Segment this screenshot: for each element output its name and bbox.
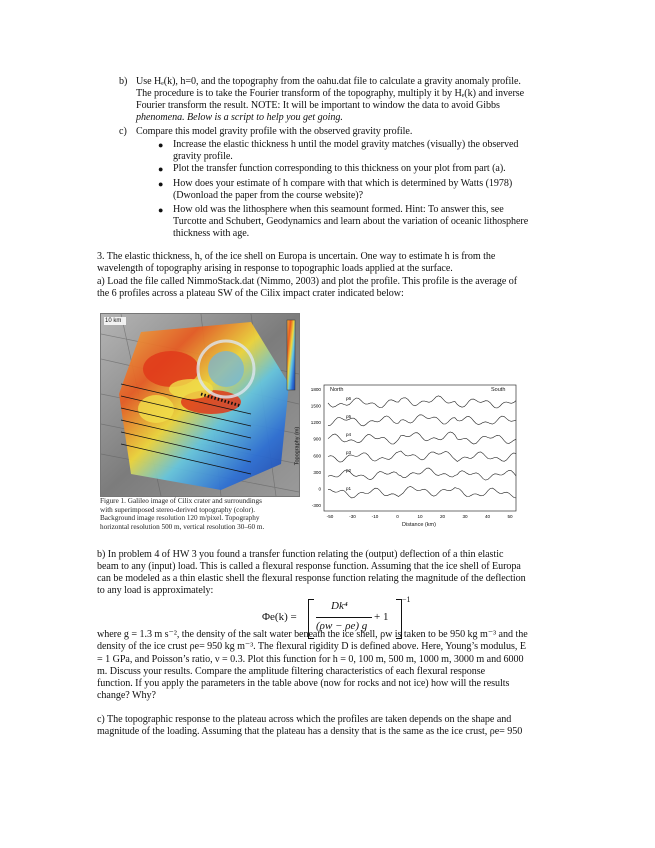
x-axis-label: Distance (km) (402, 522, 436, 528)
c-bullet-2-line-1: Plot the transfer function corresponding to this thickness on your plot from part (a). (173, 163, 506, 174)
b-line-4: phenomena. Below is a script to help you get going. (136, 112, 343, 123)
profile-label: p4 (346, 432, 352, 437)
x-tick-label: 50 (507, 514, 513, 519)
y-axis-label: Topography (m) (294, 426, 301, 466)
x-tick-label: -30 (349, 514, 356, 519)
part-b-after-1: where g = 1.3 m s⁻², the density of the salt water beneath the ice shell, ρw is taken to be 950 kg m⁻³ and the (97, 629, 528, 640)
south-label: South (491, 387, 506, 393)
profile-line (328, 487, 516, 499)
x-tick-label: 40 (484, 514, 491, 519)
p3-line-1: 3. The elastic thickness, h, of the ice shell on Europa is uncertain. One way to estimate h is from the (97, 251, 496, 262)
figure-caption-line-1: Figure 1. Galileo image of Cilix crater and surroundings (100, 497, 262, 505)
y-tick-label: -300 (311, 503, 321, 508)
p3-line-4: the 6 profiles across a plateau SW of the Cilix impact crater indicated below: (97, 288, 404, 299)
part-c-line-1: c) The topographic response to the plateau across which the profiles are taken depends on the shape and (97, 714, 512, 725)
equation-plus-one: + 1 (374, 611, 389, 623)
fraction-bar (316, 617, 372, 618)
b-line-2: The procedure is to take the Fourier transform of the topography, multiply it by Hₑ(k) and inverse (136, 88, 525, 99)
equation-lhs: Φe(k) = (262, 611, 297, 623)
equation-denominator: (ρw − ρe) g (316, 620, 368, 632)
item-label-b: b) (119, 76, 128, 87)
y-tick-label: 300 (313, 469, 321, 475)
profiles-plot (294, 381, 520, 529)
part-b-after-6: change? Why? (97, 690, 156, 701)
y-tick-label: 600 (313, 453, 321, 459)
profile-line (328, 451, 516, 462)
b-line-3: Fourier transform the result. NOTE: It will be important to window the data to avoid Gibbs (136, 100, 500, 111)
scale-bar-label: 10 km (105, 318, 122, 324)
profile-label: p6 (346, 396, 352, 401)
bullet-icon: ● (158, 179, 164, 189)
p3-line-2: wavelength of topography arising in response to topographic loads applied at the surface. (97, 263, 453, 274)
y-tick-label: 1800 (310, 387, 321, 392)
part-b-line-3: can be modeled as a thin elastic shell the flexural response function relating the magnitude of the deflection (97, 573, 526, 584)
p3-line-3: a) Load the file called NimmoStack.dat (Nimmo, 2003) and plot the profile. This profile is the average of (97, 276, 518, 287)
x-tick-label: 30 (462, 514, 468, 519)
figure-caption-line-2: with superimposed stereo-derived topography (color). (100, 505, 256, 514)
profile-label: p2 (346, 468, 352, 473)
profile-label: p5 (346, 414, 352, 419)
c-bullet-4-line-3: thickness with age. (173, 228, 250, 239)
y-tick-label: 1500 (310, 403, 321, 409)
y-tick-label: 0 (318, 486, 321, 492)
y-tick-label: 900 (313, 436, 321, 442)
b-line-1: Use Hₑ(k), h=0, and the topography from the oahu.dat file to calculate a gravity anomaly profile. (136, 76, 521, 87)
profile-line (328, 432, 516, 444)
c-bullet-1-line-1: Increase the elastic thickness h until the model gravity matches (visually) the observed (173, 139, 519, 150)
part-b-after-5: function. If you apply the parameters in the table above (now for rocks and not ice) how will the results (97, 678, 510, 689)
c-bullet-4-line-1: How old was the lithosphere when this seamount formed. Hint: To answer this, see (173, 204, 504, 215)
x-tick-label: 20 (439, 514, 446, 519)
c-intro: Compare this model gravity profile with the observed gravity profile. (136, 126, 413, 137)
x-tick-label: -50 (326, 514, 334, 519)
c-bullet-1-line-2: gravity profile. (173, 151, 233, 162)
profiles-svg (306, 381, 520, 529)
bullet-icon: ● (158, 205, 164, 215)
profile-label: p3 (346, 450, 352, 455)
profile-line (328, 396, 516, 408)
north-label: North (330, 387, 344, 393)
part-b-line-1: b) In problem 4 of HW 3 you found a transfer function relating the (output) deflection of a thin elastic (97, 549, 504, 560)
galileo-topography-figure (100, 313, 300, 497)
equation-numerator: Dk⁴ (331, 600, 348, 612)
equation-exponent: −1 (402, 595, 411, 604)
figure-caption-line-3: Background image resolution 120 m/pixel. Topography (100, 514, 260, 523)
bullet-icon: ● (158, 164, 164, 174)
part-b-line-4: to any load is approximately: (97, 585, 214, 596)
c-bullet-3-line-2: (Dwonload the paper from the course website)? (173, 190, 364, 201)
x-tick-label: 10 (417, 514, 423, 519)
c-bullet-3-line-1: How does your estimate of h compare with that which is determined by Watts (1978) (173, 178, 513, 189)
figure-caption-line-4: horizontal resolution 500 m, vertical resolution 30–60 m. (100, 522, 265, 531)
profile-line (328, 468, 516, 480)
c-bullet-4-line-2: Turcotte and Schubert, Geodynamics and learn about the variation of oceanic lithosphere (173, 216, 529, 227)
profile-label: p1 (346, 486, 352, 491)
part-c-line-2: magnitude of the loading. Assuming that the plateau has a density that is the same as the ice crust, ρe= 950 (97, 726, 523, 737)
part-b-after-4: m. Discuss your results. Compare the amplitude filtering characteristics of each flexural response (97, 666, 486, 677)
item-label-c: c) (119, 126, 127, 137)
y-tick-label: 1200 (310, 420, 321, 426)
part-b-after-2: density of the ice crust ρe= 950 kg m⁻³. The flexural rigidity D is defined above. Here, Young’s modulus, E (97, 641, 526, 652)
x-tick-label: -10 (371, 514, 379, 519)
profile-line (328, 415, 516, 426)
part-b-line-2: beam to any (input) load. This is called a flexural response function. Assuming that the ice shell of Europa (97, 561, 521, 572)
plot-frame (324, 385, 516, 511)
galileo-image-svg (101, 314, 299, 496)
bullet-icon: ● (158, 140, 164, 150)
x-tick-label: 0 (396, 514, 399, 519)
part-b-after-3: = 1 GPa, and Poisson’s ratio, ν = 0.3. Plot this function for h = 0, 100 m, 500 m, 1000 m, 3000 m and 6000 (97, 654, 524, 665)
